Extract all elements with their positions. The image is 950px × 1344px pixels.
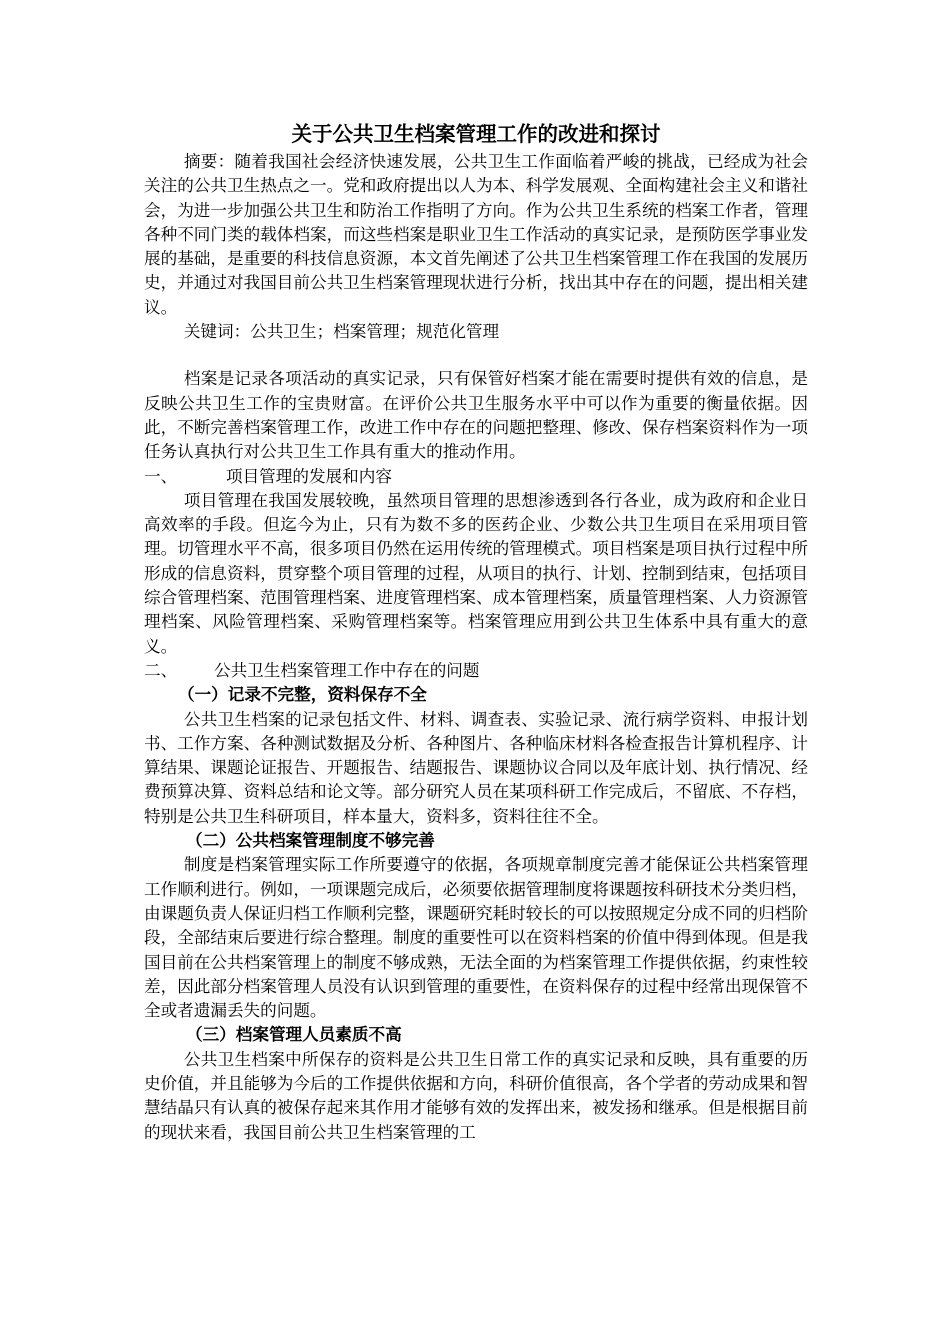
subsection-1-paragraph: 公共卫生档案的记录包括文件、材料、调查表、实验记录、流行病学资料、申报计划书、工作方案、各种测试数据及分析、各种图片、各种临床材料各检查报告计算机程序、计算结果、课题论证报告、开题报告、结题报告、课题协议合同以及年底计划、执行情况、经费预算决算、资料总结和论文等。部分研究人员在某项科研工作完成后，不留底、不存档，特别是公共卫生科研项目，样本量大，资料多，资料往往不全。	[144, 709, 808, 826]
keywords-line: 关键词：公共卫生；档案管理；规范化管理	[183, 322, 500, 342]
blank-line	[144, 344, 808, 367]
subsection-3-paragraph: 公共卫生档案中所保存的资料是公共卫生日常工作的真实记录和反映，具有重要的历史价值，并且能够为今后的工作提供依据和方向，科研价值很高，各个学者的劳动成果和智慧结晶只有认真的被保存起来其作用才能够有效的发挥出来，被发扬和继承。但是根据目前的现状来看，我国目前公共卫生档案管理的工	[144, 1049, 808, 1142]
subsection-2-paragraph: 制度是档案管理实际工作所要遵守的依据，各项规章制度完善才能保证公共档案管理工作顺利进行。例如，一项课题完成后，必须要依据管理制度将课题按科研技术分类归档，由课题负责人保证归档工作顺利完整，课题研究耗时较长的可以按照规定分成不同的归档阶段，全部结束后要进行综合整理。制度的重要性可以在资料档案的价值中得到体现。但是我国目前在公共档案管理上的制度不够成熟，无法全面的为档案管理工作提供依据，约束性较差，因此部分档案管理人员没有认识到管理的重要性，在资料保存的过程中经常出现保管不全或者遗漏丢失的问题。	[144, 855, 808, 1021]
intro-paragraph: 档案是记录各项活动的真实记录，只有保管好档案才能在需要时提供有效的信息，是反映公共卫生工作的宝贵财富。在评价公共卫生服务水平中可以作为重要的衡量依据。因此，不断完善档案管理工作，改进工作中存在的问题把整理、修改、保存档案资料作为一项任务认真执行对公共卫生工作具有重大的推动作用。	[144, 369, 808, 462]
subsection-1-heading: （一）记录不完整，资料保存不全	[178, 685, 427, 705]
section-1-title: 项目管理的发展和内容	[226, 466, 392, 486]
abstract-paragraph: 摘要：随着我国社会经济快速发展，公共卫生工作面临着严峻的挑战，已经成为社会关注的公共卫生热点之一。党和政府提出以人为本、科学发展观、全面构建社会主义和谐社会，为进一步加强公共卫生和防治工作指明了方向。作为公共卫生系统的档案工作者，管理各种不同门类的载体档案，而这些档案是职业卫生工作活动的真实记录，是预防医学事业发展的基础，是重要的科技信息资源，本文首先阐述了公共卫生档案管理工作在我国的发展历史，并通过对我国目前公共卫生档案管理现状进行分析，找出其中存在的问题，提出相关建议。	[144, 152, 808, 317]
section-2-heading	[144, 659, 808, 683]
section-2-title: 公共卫生档案管理工作中存在的问题	[214, 660, 480, 680]
subsection-3-heading: （三）档案管理人员素质不高	[186, 1025, 402, 1045]
document-title: 关于公共卫生档案管理工作的改进和探讨	[291, 122, 661, 146]
subsection-2-heading: （二）公共档案管理制度不够完善	[186, 831, 435, 851]
section-1-heading	[144, 465, 808, 489]
document-body	[144, 118, 808, 1145]
section-1-paragraph: 项目管理在我国发展较晚，虽然项目管理的思想渗透到各行各业，成为政府和企业日高效率的手段。但迄今为止，只有为数不多的医药企业、少数公共卫生项目在采用项目管理。切管理水平不高，很多项目仍然在运用传统的管理模式。项目档案是项目执行过程中所形成的信息资料，贯穿整个项目管理的过程，从项目的执行、计划、控制到结束，包括项目综合管理档案、范围管理档案、进度管理档案、成本管理档案，质量管理档案、人力资源管理档案、风险管理档案、采购管理档案等。档案管理应用到公共卫生体系中具有重大的意义。	[144, 490, 808, 656]
section-1-number: 一、	[144, 466, 178, 486]
section-2-number: 二、	[144, 660, 178, 680]
